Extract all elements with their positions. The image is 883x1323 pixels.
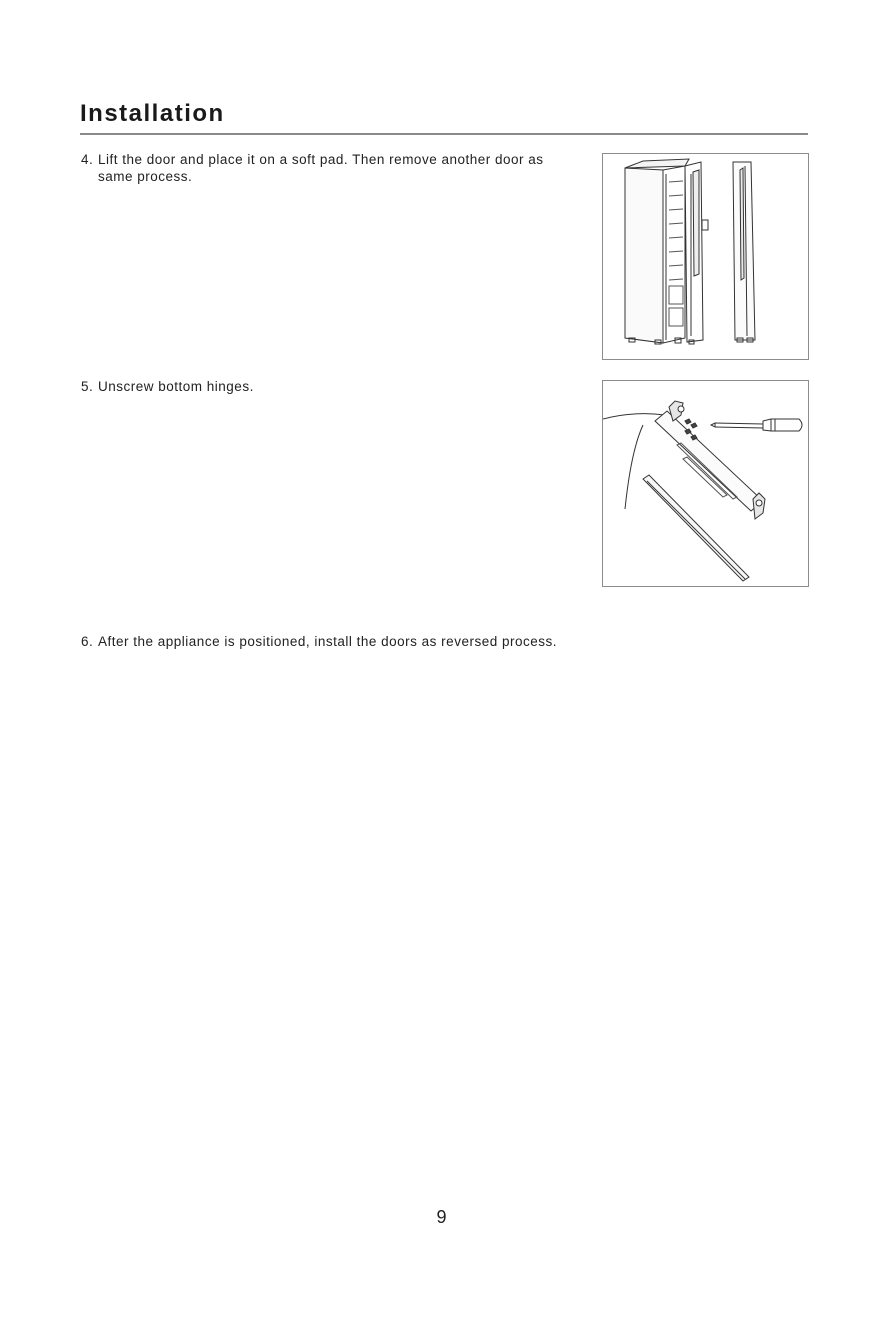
title-divider [80,133,808,135]
page-title: Installation [80,100,225,127]
step-6-label: After the appliance is positioned, install the doors as reversed process. [98,634,557,649]
page-number: 9 [436,1207,447,1227]
step-4-text [81,151,581,185]
hinge-illustration-svg [603,381,808,586]
step-4-line-2: same process. [98,169,193,184]
step-5-label: Unscrew bottom hinges. [98,379,254,394]
step-6-text [81,633,557,650]
step-4-line-1: Lift the door and place it on a soft pad. Then remove another door as [98,152,544,167]
step-4-number: 4. [81,152,94,167]
refrigerator-illustration-svg [603,154,808,359]
step-6-number: 6. [81,634,94,649]
refrigerator-door-removed-illustration [602,153,809,360]
step-5-number: 5. [81,379,94,394]
bottom-hinge-screwdriver-illustration [602,380,809,587]
step-5-text [81,378,254,395]
